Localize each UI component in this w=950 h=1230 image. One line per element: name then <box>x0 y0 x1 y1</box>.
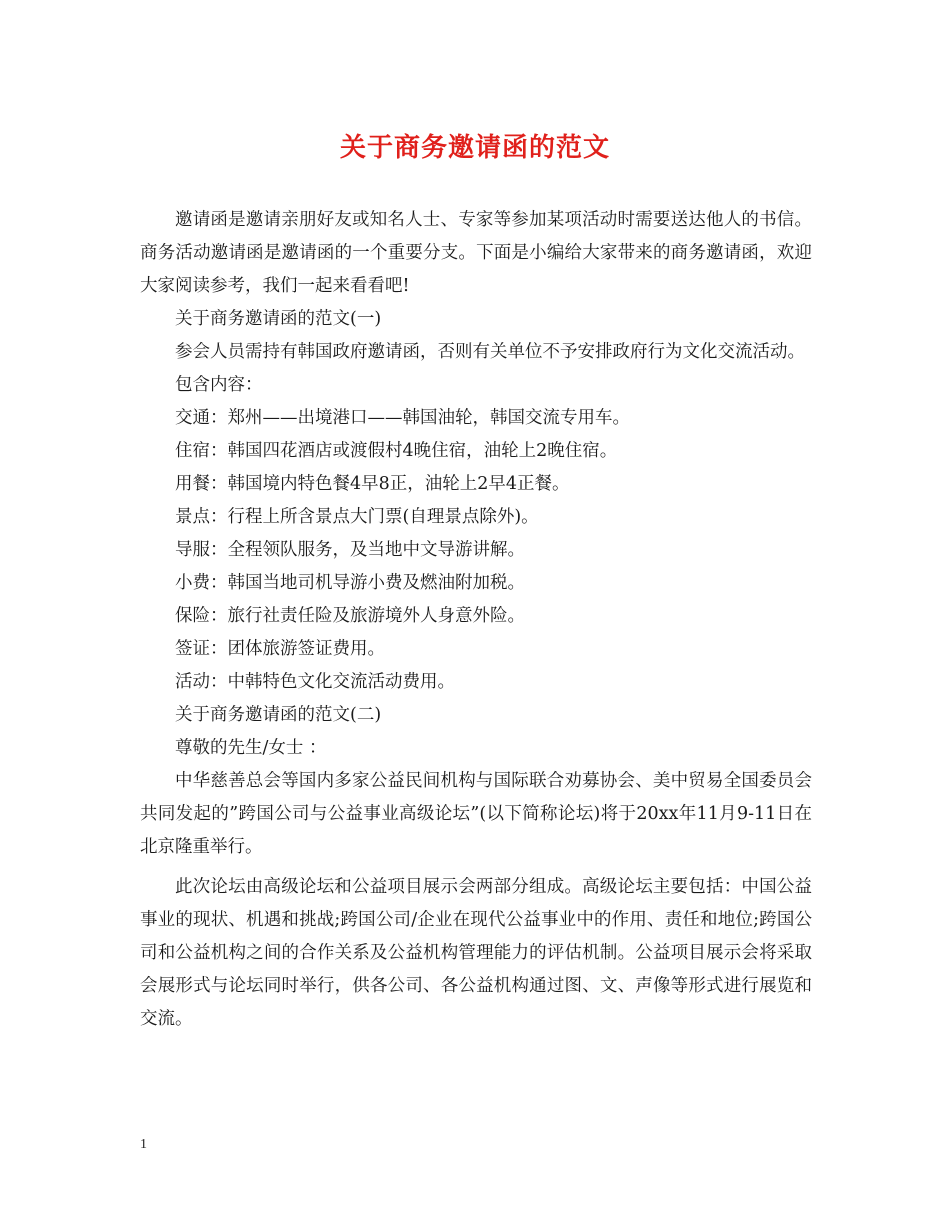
list-item: 小费：韩国当地司机导游小费及燃油附加税。 <box>175 573 525 593</box>
list-item: 签证：团体旅游签证费用。 <box>175 639 385 659</box>
paragraph: 此次论坛由高级论坛和公益项目展示会两部分组成。高级论坛主要包括：中国公益事业的现状、机遇和挑战;跨国公司/企业在现代公益事业中的作用、责任和地位;跨国公司和公益机构之间的合作关系及公益机构管理能力的评估机制。公益项目展示会将采取会展形式与论坛同时举行，供各公司、各公益机构通过图、文、声像等形式进行展览和交流。 <box>140 877 812 1029</box>
list-item: 交通：郑州——出境港口——韩国油轮，韩国交流专用车。 <box>175 408 630 428</box>
list-item: 活动：中韩特色文化交流活动费用。 <box>175 672 455 692</box>
paragraph: 中华慈善总会等国内多家公益民间机构与国际联合劝募协会、美中贸易全国委员会共同发起的”跨国公司与公益事业高级论坛”(以下简称论坛)将于20xx年11月9-11日在北京隆重举行。 <box>140 771 812 857</box>
document-title: 关于商务邀请函的范文 <box>339 133 610 163</box>
section-heading-2: 关于商务邀请函的范文(二) <box>175 705 382 725</box>
list-item: 导服：全程领队服务，及当地中文导游讲解。 <box>175 540 525 560</box>
section-heading-1: 关于商务邀请函的范文(一) <box>175 309 382 329</box>
salutation: 尊敬的先生/女士 ： <box>175 738 327 758</box>
document-body <box>140 204 812 1036</box>
intro-paragraph: 邀请函是邀请亲朋好友或知名人士、专家等参加某项活动时需要送达他人的书信。商务活动邀请函是邀请函的一个重要分支。下面是小编给大家带来的商务邀请函，欢迎大家阅读参考，我们一起来看看吧! <box>140 210 812 296</box>
list-item: 保险：旅行社责任险及旅游境外人身意外险。 <box>175 606 525 626</box>
list-item: 景点：行程上所含景点大门票(自理景点除外)。 <box>175 507 539 527</box>
page-number: 1 <box>140 1137 147 1152</box>
list-item: 住宿：韩国四花酒店或渡假村4晚住宿，油轮上2晚住宿。 <box>175 441 618 461</box>
paragraph: 包含内容： <box>175 375 263 395</box>
paragraph: 参会人员需持有韩国政府邀请函，否则有关单位不予安排政府行为文化交流活动。 <box>175 342 805 362</box>
list-item: 用餐：韩国境内特色餐4早8正，油轮上2早4正餐。 <box>175 474 570 494</box>
